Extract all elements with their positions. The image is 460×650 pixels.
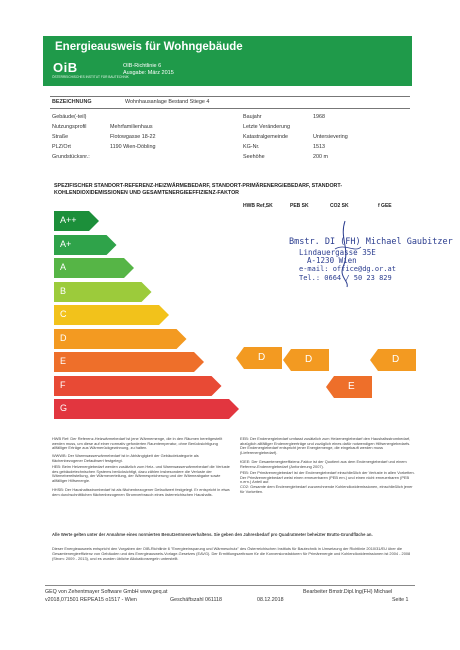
- energy-class-bar: [54, 305, 171, 325]
- footer-date: 08.12.2018: [257, 597, 284, 603]
- info-right-value: 1968: [313, 114, 325, 120]
- energy-class-bar: [54, 352, 206, 372]
- directive-line-1: OIB-Richtlinie 6: [123, 63, 162, 69]
- oib-logo-text: OiB: [53, 60, 78, 75]
- header-banner: [43, 36, 412, 86]
- divider: [50, 108, 410, 109]
- info-right-label: KG-Nr.: [243, 144, 260, 150]
- scale-column-header: CO2 SK: [330, 203, 349, 209]
- info-left-label: Gebäude(-teil): [52, 114, 87, 120]
- energy-class-label: F: [60, 379, 66, 390]
- scale-heading: SPEZIFISCHER STANDORT-REFERENZ-HEIZWÄRMEBEDARF, STANDORT-PRIMÄRENERGIEBEDARF, STANDORT-KOHLENDIOXIDEMISSIONEN UND GESAMTENERGIEEFFIZIENZ-FAKTOR: [54, 183, 343, 196]
- energy-class-bar: [54, 329, 189, 349]
- document-title: Energieausweis für Wohngebäude: [55, 41, 243, 53]
- info-right-label: Letzte Veränderung: [243, 124, 291, 130]
- definition-paragraph: fGEE: Der Gesamtenergieeffizienz-Faktor ist der Quotient aus dem Endenergiebedarf und einem Referenz-Endenergiebedarf (Anforderung 2007).: [240, 459, 407, 469]
- info-right-label: Katastralgemeinde: [243, 134, 288, 140]
- energy-class-label: A: [60, 262, 67, 272]
- definition-paragraph: HEB: Beim Heizenergiebedarf werden zusätzlich zum Heiz- und Warmwasserwärmebedarf die Verluste des gebäudetechnischen Systems berücksichtigt, dazu zählen insbesondere die Verluste der Wärmebereitstellung, der Wärmeverteilung, der Wärmespeicherung und der Wärmeabgabe sowie allfälliger Hilfsenergie.: [52, 464, 230, 483]
- info-left-label: Straße: [52, 134, 69, 140]
- energy-class-label: A+: [60, 238, 72, 249]
- stamp-street: Lindauergasse 35E: [299, 248, 376, 257]
- energy-class-bar: [54, 376, 224, 396]
- definition-paragraph: HHSB: Der Haushaltsstrombedarf ist als flächenbezogener Defaultwert festgelegt. Er entspricht in etwa dem durchschnittlichen flächenbezogenen Stromverbrauch eines österreichischen Haushalts.: [52, 487, 230, 497]
- oib-logo-subtitle: ÖSTERREICHISCHES INSTITUT FÜR BAUTECHNIK: [52, 75, 129, 79]
- info-left-label: PLZ/Ort: [52, 144, 71, 150]
- designation-value: Wohnhausanlage Bestand Stiege 4: [125, 99, 210, 105]
- info-left-value: Mehrfamilienhaus: [110, 124, 153, 130]
- energy-class-bar: [54, 258, 136, 278]
- stamp-city: A-1230 Wien: [307, 256, 357, 265]
- info-right-value: 200 m: [313, 154, 328, 160]
- footer-author: Bearbeiter Bmstr.Dipl.Ing(FH) Michael: [303, 589, 393, 595]
- note-bold: Alle Werte gelten unter der Annahme eines normierten BenutzerInnenverhaltens. Sie geben den Jahresbedarf pro Quadratmeter beheizter Brutto-Grundfläche an.: [52, 532, 373, 537]
- definition-paragraph: WWWB: Der Warmwasserwärmebedarf ist in Abhängigkeit der Gebäudekategorie als flächenbezogener Defaultwert festgelegt.: [52, 453, 199, 463]
- stamp-email: e-mail: office@dg.or.at: [299, 265, 396, 273]
- info-left-label: Grundstücksnr.:: [52, 154, 90, 160]
- scale-column-header: PEB SK: [290, 203, 309, 209]
- definition-paragraph: PEB: Der Primärenergiebedarf ist der Endenergiebedarf einschließlich der Verluste in allen Vorketten. Der Primärenergiebedarf weist einen erneuerbaren (PEB ern.) und einen nicht erneuerbaren (PEB n.ern.) Anteil auf.: [240, 470, 415, 485]
- info-right-value: 1513: [313, 144, 325, 150]
- rating-marker-label: D: [305, 353, 313, 365]
- note-legal: Dieser Energieausweis entspricht den Vorgaben der OIB-Richtlinie 6 "Energieeinsparung und Wärmeschutz" des Österreichischen Instituts für Bautechnik in Umsetzung der Richtlinie 2010/31/EU über die Gesamtenergieeffizienz von Gebäuden und des Energieausweis-Vorlage-Gesetzes (EAVG). Der Ermittlungszeitraum für die Konversionsfaktoren für Primärenergie und Kohlendioxidemissionen ist 2004 - 2008 (Strom: 2009 - 2013), und es wurden übliche Allokationsregeln unterstellt.: [52, 546, 411, 561]
- info-right-label: Seehöhe: [243, 154, 265, 160]
- divider: [50, 96, 410, 97]
- oib-logo: [51, 60, 129, 82]
- designation-label: BEZEICHNUNG: [52, 99, 92, 105]
- stamp-phone: Tel.: 0664 / 50 23 829: [299, 274, 392, 282]
- rating-marker-label: E: [348, 381, 355, 392]
- rating-marker-label: D: [258, 351, 266, 363]
- footer-page: Seite 1: [392, 597, 409, 603]
- footer-software: GEQ von Zehentmayer Software GmbH www.geq.at: [45, 589, 168, 595]
- energy-class-label: D: [60, 332, 67, 343]
- energy-class-label: C: [60, 309, 67, 319]
- scale-column-header: f GEE: [378, 203, 392, 209]
- signature-scribble: [325, 219, 365, 289]
- stamp-name: Bmstr. DI (FH) Michael Gaubitzer: [289, 237, 453, 247]
- energy-class-bar: [54, 399, 241, 419]
- definition-paragraph: CO2: Gesamte dem Endenergiebedarf zuzurechnende Kohlendioxidemissionen, einschließlich jener für Vorketten.: [240, 484, 413, 494]
- footer-business-number: Geschäftszahl 061118: [170, 597, 222, 603]
- energy-class-label: A++: [60, 215, 77, 225]
- footer-divider: [45, 585, 415, 586]
- stamp: [287, 237, 453, 293]
- info-right-value: Untersievering: [313, 134, 348, 140]
- energy-class-bar: [54, 282, 154, 302]
- info-left-value: Flotowgasse 18-22: [110, 134, 156, 140]
- definition-paragraph: HWB Ref: Der Referenz-Heizwärmebedarf ist jene Wärmemenge, die in den Räumen bereitgestellt werden muss, um diese auf einer normativ geforderten Raumtemperatur, ohne Berücksichtigung allfälliger Erträge aus Wärmerückgewinnung, zu halten.: [52, 436, 223, 451]
- definition-paragraph: EEB: Der Endenergiebedarf umfasst zusätzlich zum Heizenergiebedarf den Haushaltsstrombedarf, abzüglich allfälliger Endenergieerträge und zuzüglich eines dafür notwendigen Hilfsenergiebedarfs. Der Endenergiebedarf entspricht jener Energiemenge, die eingekauft werden muss (Lieferenergiebedarf).: [240, 436, 411, 455]
- energy-class-label: B: [60, 285, 67, 296]
- info-right-label: Baujahr: [243, 114, 262, 120]
- info-left-label: Nutzungsprofil: [52, 124, 87, 130]
- info-left-value: 1190 Wien-Döbling: [110, 144, 156, 150]
- directive-line-2: Ausgabe: März 2015: [123, 70, 174, 76]
- footer-version: v2018,071501 REPEA15 o1517 - Wien: [45, 597, 137, 603]
- rating-marker-label: D: [392, 353, 400, 365]
- energy-class-label: G: [60, 403, 68, 413]
- scale-column-header: HWB Ref,SK: [243, 203, 273, 209]
- energy-class-label: E: [60, 356, 67, 366]
